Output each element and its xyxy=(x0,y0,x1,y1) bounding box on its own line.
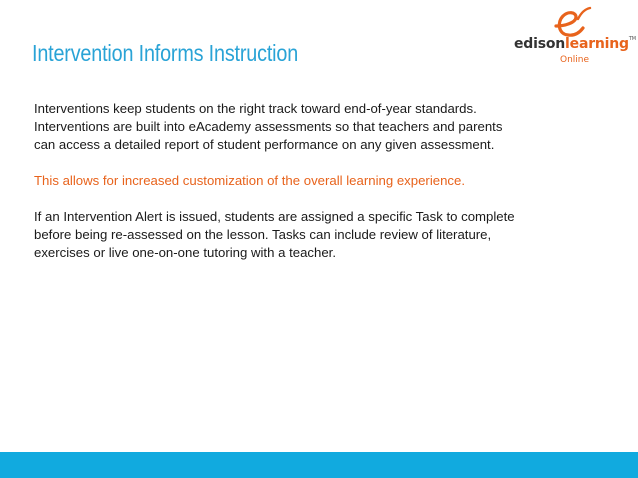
footer-bar xyxy=(0,452,638,478)
logo-subtitle: Online xyxy=(560,55,590,65)
page-title: Intervention Informs Instruction xyxy=(32,40,299,66)
logo-word-learning: learning xyxy=(565,36,629,52)
paragraph-intro xyxy=(34,100,624,154)
paragraph-alert xyxy=(34,208,624,262)
paragraph-line: exercises or live one-on-one tutoring with a teacher. xyxy=(34,245,337,260)
paragraph-highlight xyxy=(34,172,624,190)
logo-trademark: TM xyxy=(628,36,636,42)
edison-e-swoosh-icon xyxy=(550,6,594,40)
paragraph-line: If an Intervention Alert is issued, students are assigned a specific Task to complete xyxy=(34,209,515,224)
paragraph-line: before being re-assessed on the lesson. Tasks can include review of literature, xyxy=(34,227,492,242)
paragraph-line: can access a detailed report of student performance on any given assessment. xyxy=(34,137,495,152)
edison-learning-logo xyxy=(498,6,636,68)
paragraph-line: Interventions are built into eAcademy assessments so that teachers and parents xyxy=(34,119,503,134)
slide-body xyxy=(34,100,624,280)
logo-word-edison: edison xyxy=(514,36,566,52)
paragraph-line: Interventions keep students on the right track toward end-of-year standards. xyxy=(34,101,477,116)
logo-wordmark xyxy=(514,36,636,52)
paragraph-line: This allows for increased customization of the overall learning experience. xyxy=(34,173,466,188)
